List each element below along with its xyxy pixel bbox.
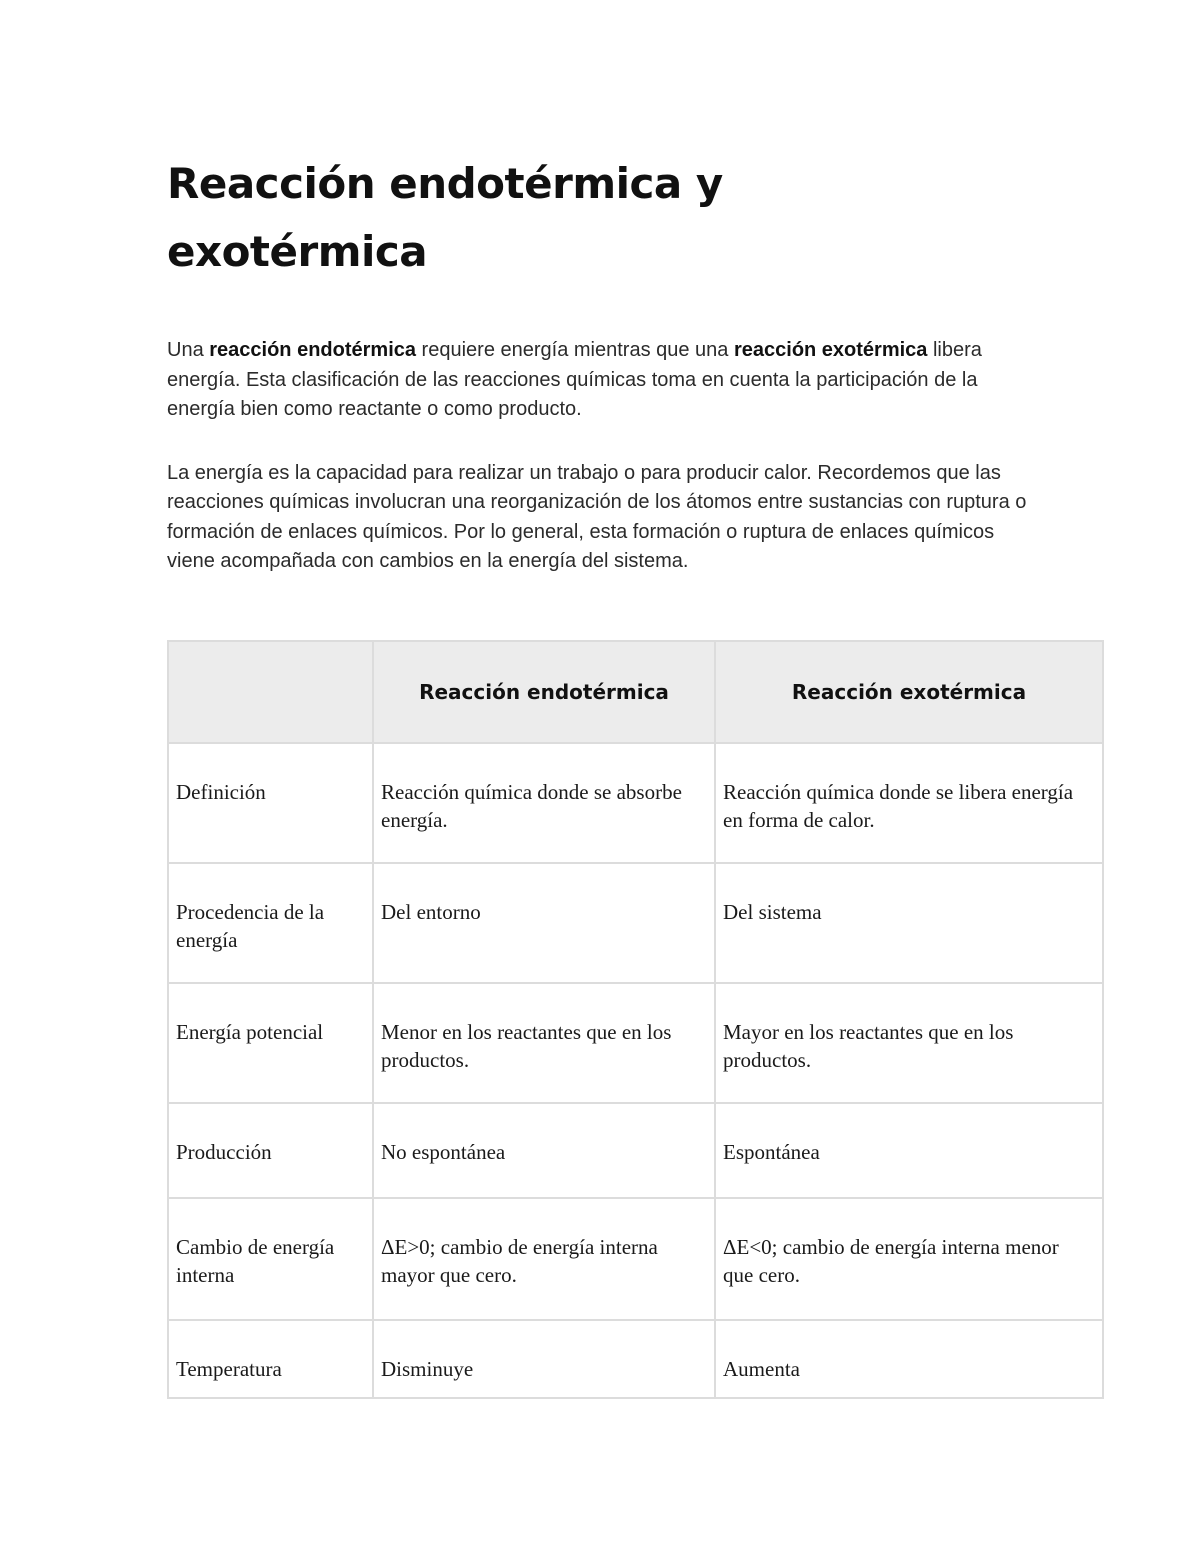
energy-paragraph: La energía es la capacidad para realizar un trabajo o para producir calor. Recordemos que las reacciones químicas involucran una reorganización de los átomos entre sustancias con ruptura o formación de enlaces químicos. Por lo general, esta formación o ruptura de enlaces químicos viene acompañada con cambios en la energía del sistema. — [167, 461, 1027, 572]
table-row — [168, 863, 1103, 983]
exothermic-cell: Mayor en los reactantes que en los productos. — [715, 983, 1103, 1103]
endothermic-cell: No espontánea — [373, 1103, 715, 1198]
page-title: Reacción endotérmica y exotérmica — [167, 159, 723, 276]
table-row — [168, 743, 1103, 863]
intro-text-3: libera energía. Esta clasificación de las reacciones químicas toma en cuenta la participación de la energía bien como reactante o como producto. — [167, 339, 982, 420]
intro-bold-endothermic: reacción endotérmica — [209, 339, 416, 361]
table-header-exothermic: Reacción exotérmica — [715, 641, 1103, 743]
table-row — [168, 1198, 1103, 1320]
intro-paragraph — [167, 336, 1037, 425]
exothermic-cell: Espontánea — [715, 1103, 1103, 1198]
row-label: Definición — [168, 743, 373, 863]
table-row — [168, 1320, 1103, 1398]
row-label: Temperatura — [168, 1320, 373, 1398]
intro-bold-exothermic: reacción exotérmica — [733, 339, 928, 361]
table-row — [168, 1103, 1103, 1198]
exothermic-cell: ΔE<0; cambio de energía interna menor que cero. — [715, 1198, 1103, 1320]
table-row — [168, 983, 1103, 1103]
table-header-row — [168, 641, 1103, 743]
endothermic-cell: Menor en los reactantes que en los productos. — [373, 983, 715, 1103]
endothermic-cell: Disminuye — [373, 1320, 715, 1398]
endothermic-cell: Del entorno — [373, 863, 715, 983]
document — [167, 150, 1102, 1381]
table-header-endothermic: Reacción endotérmica — [373, 641, 715, 743]
row-label: Producción — [168, 1103, 373, 1198]
endothermic-cell: ΔE>0; cambio de energía interna mayor que cero. — [373, 1198, 715, 1320]
intro-text-1: Una — [167, 339, 210, 361]
endothermic-cell: Reacción química donde se absorbe energía. — [373, 743, 715, 863]
table-header-empty — [168, 641, 373, 743]
row-label: Cambio de energía interna — [168, 1198, 373, 1320]
row-label: Energía potencial — [168, 983, 373, 1103]
row-label: Procedencia de la energía — [168, 863, 373, 983]
exothermic-cell: Reacción química donde se libera energía en forma de calor. — [715, 743, 1103, 863]
exothermic-cell: Del sistema — [715, 863, 1103, 983]
exothermic-cell: Aumenta — [715, 1320, 1103, 1398]
intro-text-2: requiere energía mientras que una — [416, 339, 734, 361]
comparison-table — [167, 640, 1104, 1399]
